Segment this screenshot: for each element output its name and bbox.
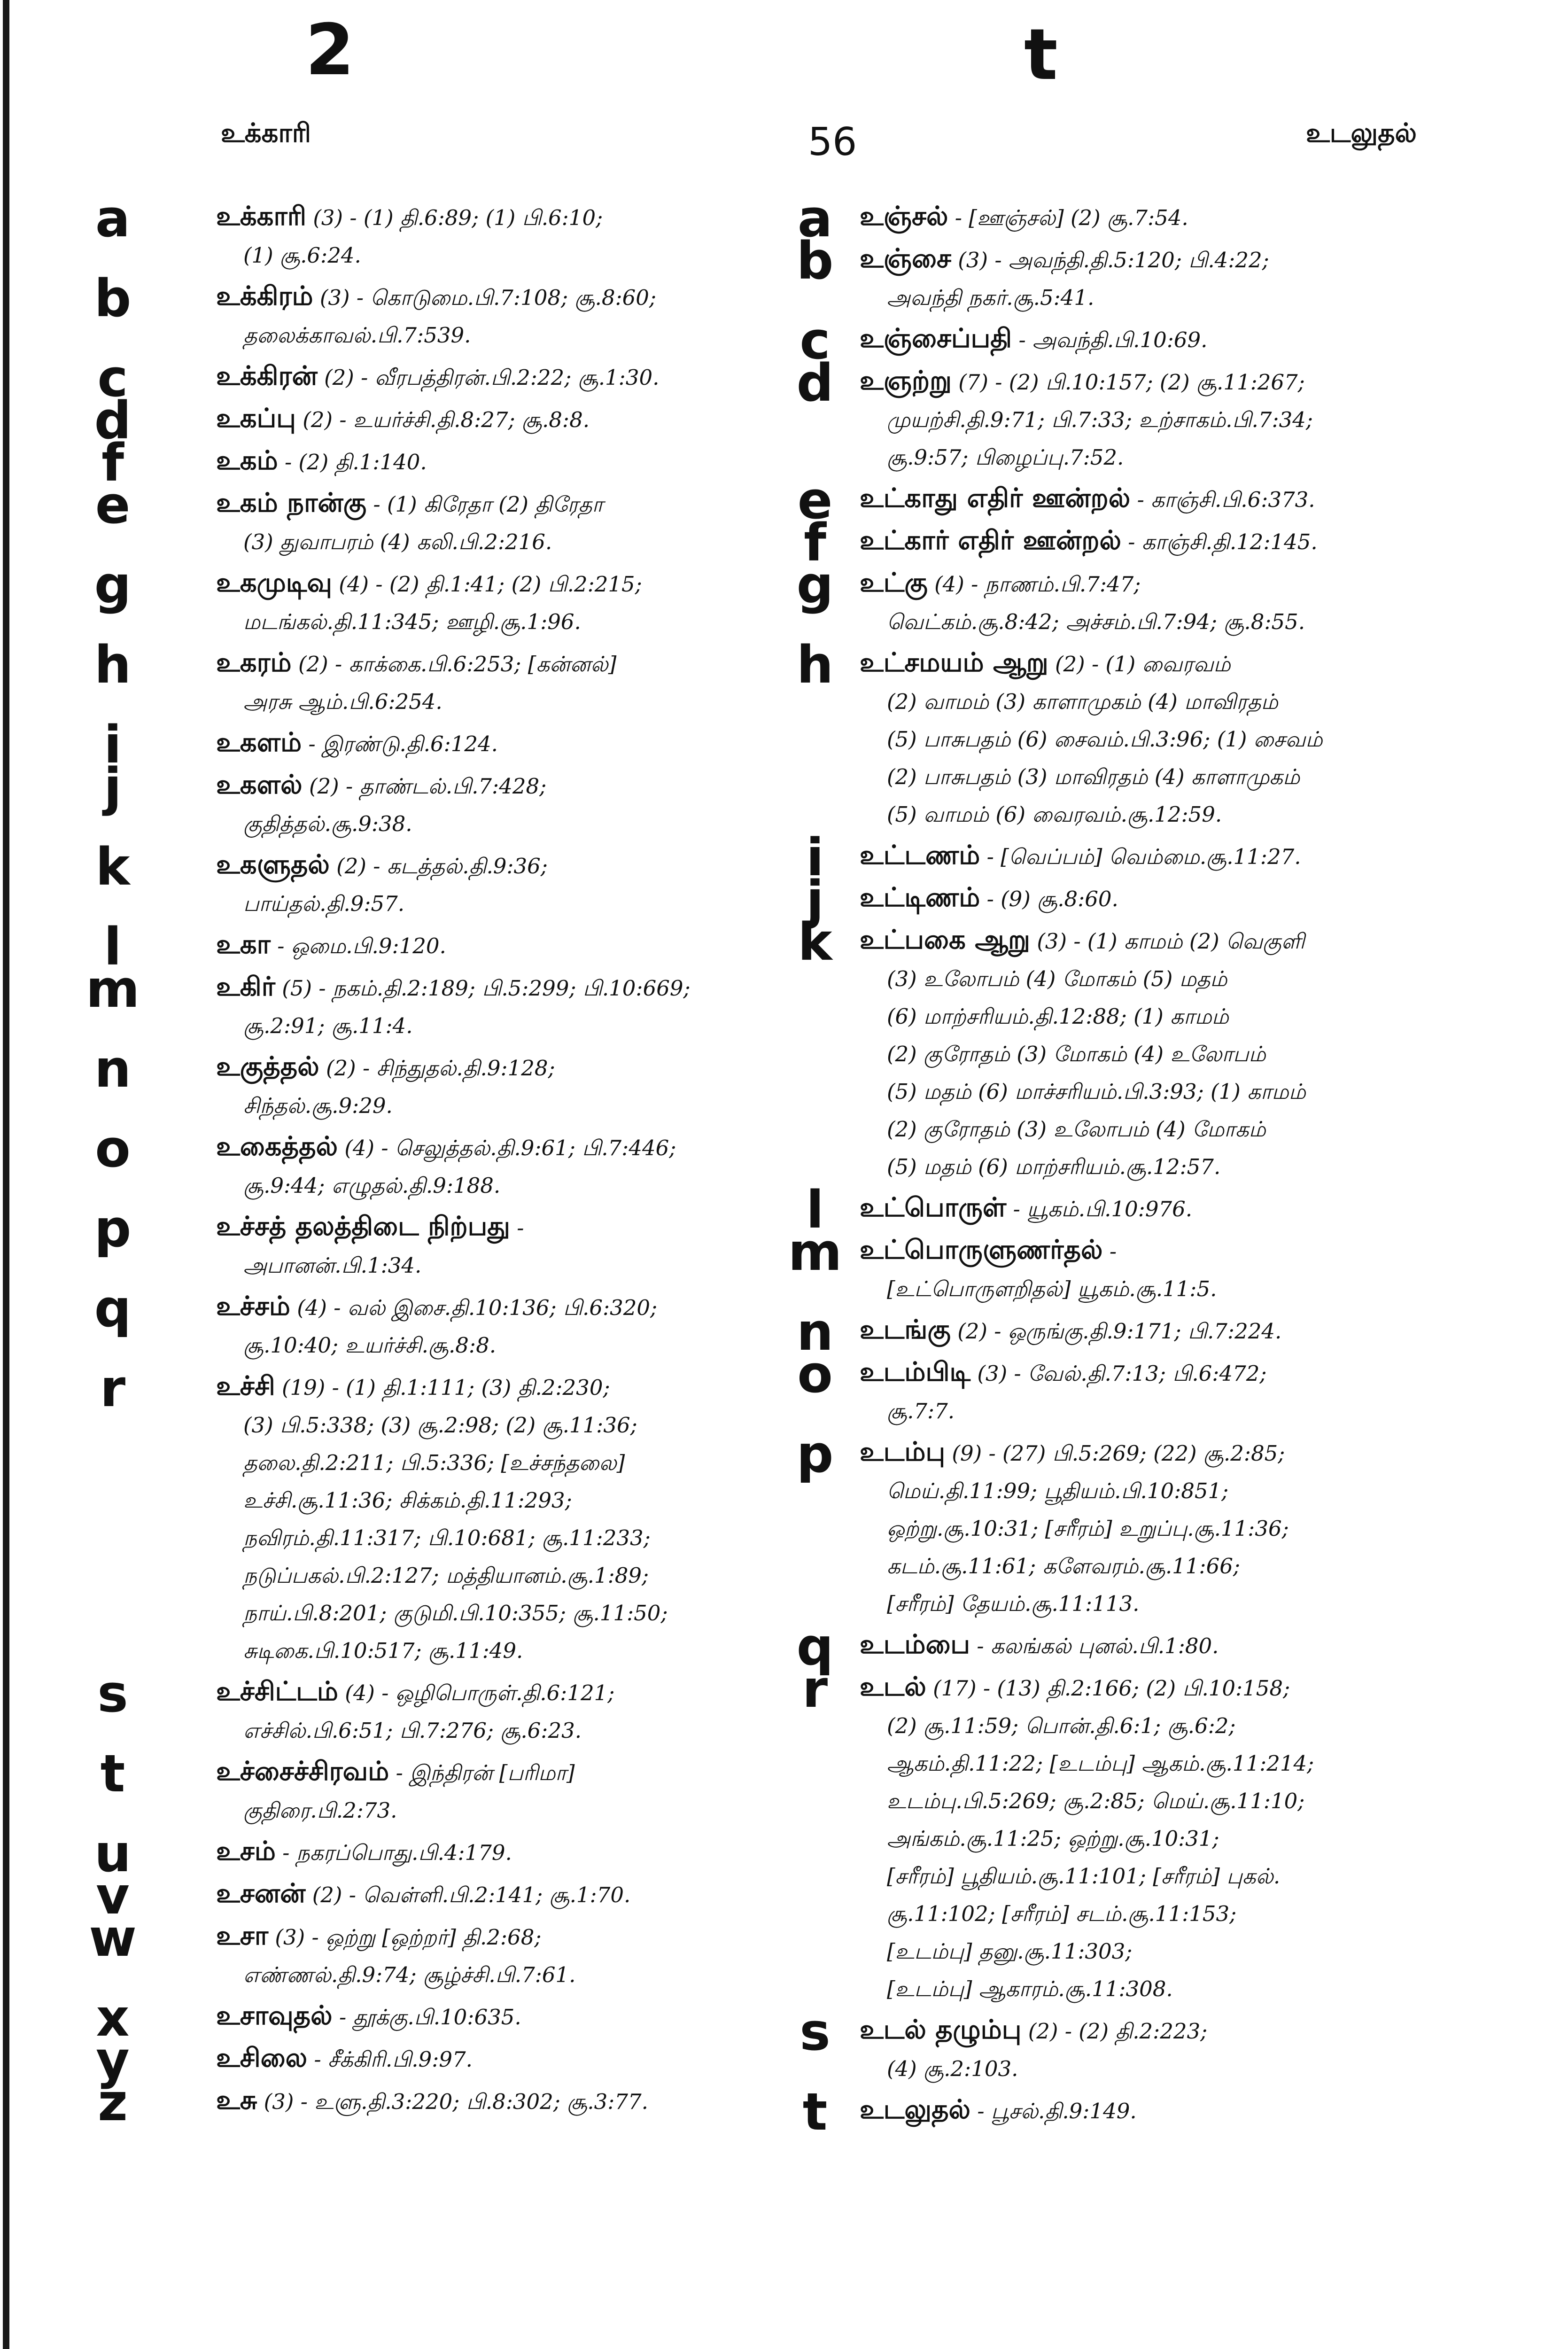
handwritten-letter-mark: r <box>802 1659 828 1719</box>
dictionary-entry <box>104 757 799 843</box>
entry-headword: உகமுடிவு <box>216 567 332 598</box>
entry-definition-line: குதிரை.பி.2:73. <box>243 1798 397 1823</box>
entry-definition-line: தலை.தி.2:211; பி.5:336; [உச்சந்தலை] <box>243 1450 625 1475</box>
dictionary-entry <box>104 917 799 977</box>
entry-headword: உசா <box>216 1920 269 1951</box>
entry-definition-line: - [வெப்பம்] வெம்மை.சூ.11:27. <box>986 844 1301 869</box>
handwritten-letter-mark: u <box>94 1823 132 1883</box>
dictionary-entry <box>797 188 1442 249</box>
entry-definition-line: (3) - (1) காமம் (2) வெகுளி <box>1037 929 1305 954</box>
entry-definition-line: (2) - வெள்ளி.பி.2:141; சூ.1:70. <box>312 1882 631 1907</box>
handwritten-letter-mark: f <box>804 513 826 573</box>
entry-definition-line: தலைக்காவல்.பி.7:539. <box>243 323 471 348</box>
entry-definition-line: அங்கம்.சூ.11:25; ஒற்று.சூ.10:31; <box>887 1826 1219 1851</box>
entry-definition-line: மடங்கல்.தி.11:345; ஊழி.சூ.1:96. <box>243 609 581 634</box>
entry-definition-line: சிந்தல்.சூ.9:29. <box>243 1093 393 1118</box>
dictionary-entry <box>796 231 1442 317</box>
entry-headword: உட்பொருள் <box>860 1192 1007 1223</box>
dictionary-entry <box>796 1302 1442 1362</box>
dictionary-entry <box>97 348 799 408</box>
handwritten-letter-mark: d <box>94 390 132 451</box>
dictionary-entry <box>798 912 1442 1186</box>
entry-definition-line: - கலங்கல் புனல்.பி.1:80. <box>977 1633 1219 1658</box>
page-number: 56 <box>808 120 857 164</box>
entry-definition-line: (2) பாசுபதம் (3) மாவிரதம் (4) காளாமுகம் <box>887 764 1300 789</box>
handwritten-letter-mark: p <box>796 1424 834 1484</box>
handwritten-letter-mark: c <box>97 348 128 408</box>
dictionary-entry <box>94 268 799 354</box>
entry-headword: உகரம் <box>216 647 292 678</box>
entry-definition-line: (4) - நாணம்.பி.7:47; <box>934 572 1141 597</box>
entry-definition-line: (3) - உளு.தி.3:220; பி.8:302; சூ.3:77. <box>264 2089 648 2114</box>
handwritten-letter-mark: n <box>94 1039 132 1099</box>
entry-headword: உடம்பிடி <box>860 1356 971 1387</box>
entry-definition-line: - சீக்கிரி.பி.9:97. <box>314 2047 473 2072</box>
entry-definition-line: (9) - (27) பி.5:269; (22) சூ.2:85; <box>952 1441 1285 1466</box>
dictionary-entry <box>796 1617 1442 1677</box>
entry-definition-line: (2) - (2) தி.2:223; <box>1028 2019 1208 2044</box>
handwritten-letter-mark: a <box>797 188 833 249</box>
entry-headword: உகைத்தல் <box>216 1131 338 1162</box>
entry-definition-line: (2) - தாண்டல்.பி.7:428; <box>309 774 547 799</box>
dictionary-entry <box>104 715 799 775</box>
entry-definition-line: எண்ணல்.தி.9:74; சூழ்ச்சி.பி.7:61. <box>243 1962 576 1987</box>
entry-definition-line: [உடம்பு] தனு.சூ.11:303; <box>887 1939 1133 1964</box>
entry-definition-line: - <box>1109 1239 1117 1264</box>
dictionary-entry <box>89 1908 799 1994</box>
handwritten-letter-mark: q <box>796 1617 834 1677</box>
dictionary-entry <box>802 1659 1442 2008</box>
dictionary-entry <box>100 1358 799 1670</box>
entry-headword: உசிலை <box>216 2042 308 2073</box>
entry-definition-line: (3) உலோபம் (4) மோகம் (5) மதம் <box>887 966 1227 991</box>
handwritten-letter-mark: s <box>97 1664 128 1724</box>
dictionary-entry <box>94 390 799 451</box>
handwritten-letter-mark: f e <box>95 433 131 535</box>
handwritten-letter-mark: g <box>796 555 834 615</box>
entry-definition-line: (2) - கடத்தல்.தி.9:36; <box>336 854 548 879</box>
entry-definition-line: சூ.10:40; உயர்ச்சி.சூ.8:8. <box>243 1333 497 1358</box>
entry-headword: உட்பகை ஆறு <box>860 924 1030 955</box>
entry-definition-line: - இந்திரன் [பரிமா] <box>396 1760 575 1785</box>
entry-definition-line: - நகரப்பொது.பி.4:179. <box>282 1840 512 1865</box>
dictionary-entry <box>100 1743 799 1829</box>
entry-definition-line: உச்சி.சூ.11:36; சிக்கம்.தி.11:293; <box>243 1488 572 1513</box>
handwritten-letter-mark: i <box>806 827 824 887</box>
entry-headword: உகப்பு <box>216 403 296 434</box>
dictionary-entry <box>796 353 1442 476</box>
dictionary-entry <box>95 837 799 923</box>
entry-headword: உஞ்சை <box>860 243 951 274</box>
entry-definition-line: (4) - (2) தி.1:41; (2) பி.2:215; <box>339 572 642 597</box>
handwritten-letter-mark: h <box>796 635 834 695</box>
entry-headword: உக்கிரம் <box>216 280 313 311</box>
entry-definition-line: - ஒமை.பி.9:120. <box>277 933 446 958</box>
header-last-word: உடலுதல் <box>1306 117 1417 148</box>
scan-border-left <box>3 0 9 2349</box>
entry-definition-line: [உடம்பு] ஆகாரம்.சூ.11:308. <box>887 1976 1173 2001</box>
handwritten-letter-mark: k <box>798 912 832 972</box>
dictionary-entry <box>96 2030 799 2090</box>
handwritten-mark-top-right: t <box>1024 14 1058 96</box>
entry-definition-line: (5) - நகம்.தி.2:189; பி.5:299; பி.10:669; <box>282 976 691 1001</box>
handwritten-letter-mark: g <box>94 555 132 615</box>
entry-definition-line: (4) - வல் இசை.தி.10:136; பி.6:320; <box>297 1295 658 1320</box>
entry-definition-line: (4) - ஒழிபொருள்.தி.6:121; <box>345 1680 615 1705</box>
entry-definition-line: (3) - அவந்தி.தி.5:120; பி.4:22; <box>958 248 1269 272</box>
dictionary-entry <box>216 484 799 561</box>
entry-definition-line: அபானன்.பி.1:34. <box>243 1253 422 1278</box>
handwritten-letter-mark: x <box>96 1988 130 2048</box>
dictionary-entry <box>806 870 1442 930</box>
entry-headword: உச்சம் <box>216 1291 290 1322</box>
dictionary-entry <box>94 1039 799 1125</box>
dictionary-entry <box>94 1823 799 1883</box>
entry-definition-line: வெட்கம்.சூ.8:42; அச்சம்.பி.7:94; சூ.8:55. <box>887 609 1305 634</box>
dictionary-entry <box>797 470 1442 530</box>
entry-headword: உசு <box>216 2085 257 2116</box>
handwritten-letter-mark: y <box>96 2030 130 2090</box>
entry-headword: உச்சைச்சிரவம் <box>216 1756 389 1787</box>
entry-definition-line: (7) - (2) பி.10:157; (2) சூ.11:267; <box>958 370 1305 395</box>
dictionary-entry <box>94 1278 799 1364</box>
entry-definition-line: ஆகம்.தி.11:22; [உடம்பு] ஆகம்.சூ.11:214; <box>887 1751 1314 1776</box>
entry-definition-line: நவிரம்.தி.11:317; பி.10:681; சூ.11:233; <box>243 1525 651 1550</box>
dictionary-entry <box>95 1119 799 1205</box>
dictionary-entry <box>800 311 1442 371</box>
entry-definition-line: சூ.9:57; பிழைப்பு.7:52. <box>887 445 1124 470</box>
dictionary-entry <box>802 2082 1442 2142</box>
handwritten-letter-mark: n <box>796 1302 834 1362</box>
entry-definition-line: (2) - காக்கை.பி.6:253; [கன்னல்] <box>298 652 617 677</box>
entry-definition-line: [உட்பொருளறிதல்] யூகம்.சூ.11:5. <box>887 1276 1217 1301</box>
entry-definition-line: அவந்தி நகர்.சூ.5:41. <box>887 285 1094 310</box>
handwritten-letter-mark: i <box>104 715 122 775</box>
entry-headword: உகிர் <box>216 971 275 1002</box>
entry-definition-line: சூ.9:44; எழுதல்.தி.9:188. <box>243 1173 501 1198</box>
entry-definition-line: - அவந்தி.பி.10:69. <box>1018 327 1208 352</box>
entry-definition-line: (19) - (1) தி.1:111; (3) தி.2:230; <box>281 1375 610 1400</box>
entry-definition-line: - தூக்கு.பி.10:635. <box>339 2005 521 2030</box>
dictionary-entry <box>796 555 1442 641</box>
entry-definition-line: (2) - சிந்துதல்.தி.9:128; <box>326 1056 555 1081</box>
entry-headword: உட்சமயம் ஆறு <box>860 647 1048 678</box>
dictionary-entry <box>800 2002 1442 2088</box>
entry-definition-line: [சரீரம்] பூதியம்.சூ.11:101; [சரீரம்] புகல். <box>887 1864 1281 1889</box>
entry-definition-line: - யூகம்.பி.10:976. <box>1013 1197 1193 1221</box>
handwritten-letter-mark: l <box>806 1180 824 1240</box>
dictionary-entry <box>796 635 1442 833</box>
dictionary-entry <box>96 1866 799 1926</box>
entry-definition-line: (5) மதம் (6) மாற்சரியம்.சூ.12:57. <box>887 1154 1221 1179</box>
entry-definition-line: - பூசல்.தி.9:149. <box>977 2099 1137 2123</box>
entry-headword: உஞ்சல் <box>860 201 948 232</box>
entry-headword: உகளுதல் <box>216 849 330 880</box>
entry-definition-line: கடம்.சூ.11:61; களேவரம்.சூ.11:66; <box>887 1554 1241 1579</box>
handwritten-letter-mark: j <box>806 870 824 930</box>
dictionary-entry <box>94 555 799 641</box>
entry-definition-line: சூ.7:7. <box>887 1399 955 1423</box>
entry-headword: உடங்கு <box>860 1314 951 1345</box>
entry-definition-line: (3) - வேல்.தி.7:13; பி.6:472; <box>977 1361 1267 1386</box>
handwritten-letter-mark: m <box>788 1222 842 1282</box>
handwritten-letter-mark: r <box>100 1358 126 1418</box>
handwritten-letter-mark: m <box>85 959 140 1019</box>
entry-definition-line: (2) வாமம் (3) காளாமுகம் (4) மாவிரதம் <box>887 689 1278 714</box>
left-column <box>85 188 799 2132</box>
right-column <box>788 188 1442 2142</box>
entry-definition-line: ஒற்று.சூ.10:31; [சரீரம்] உறுப்பு.சூ.11:36; <box>887 1516 1289 1541</box>
entry-headword: உட்கார் எதிர் ஊன்றல் <box>860 525 1121 556</box>
entry-headword: உஞ்சைப்பதி <box>860 323 1012 354</box>
entry-definition-line: - (9) சூ.8:60. <box>986 887 1118 911</box>
entry-headword: உச்சி <box>216 1370 275 1401</box>
entry-headword: உட்பொருளுணர்தல் <box>860 1234 1103 1265</box>
dictionary-entry <box>97 2072 799 2132</box>
entry-definition-line: (5) பாசுபதம் (6) சைவம்.பி.3:96; (1) சைவம் <box>887 727 1323 752</box>
entry-definition-line: (4) சூ.2:103. <box>887 2056 1018 2081</box>
handwritten-letter-mark: t <box>100 1743 125 1804</box>
entry-headword: உடம்பு <box>860 1436 946 1467</box>
dictionary-entry <box>95 188 799 274</box>
entry-headword: உட்டிணம் <box>860 882 980 913</box>
entry-headword: உகளம் <box>216 727 302 758</box>
entry-headword: உசனன் <box>216 1878 306 1909</box>
handwritten-letter-mark: c <box>800 311 831 371</box>
entry-headword: உகம் <box>216 445 278 476</box>
entry-definition-line: (3) பி.5:338; (3) சூ.2:98; (2) சூ.11:36; <box>243 1413 637 1438</box>
entry-definition-line: - (2) தி.1:140. <box>285 450 427 474</box>
handwritten-letter-mark: t <box>802 2082 828 2142</box>
handwritten-letter-mark: o <box>797 1344 833 1404</box>
entry-definition-line: முயற்சி.தி.9:71; பி.7:33; உற்சாகம்.பி.7:34; <box>887 407 1313 432</box>
entry-definition-line: (2) - (1) வைரவம் <box>1055 652 1231 677</box>
entry-headword: உஞற்று <box>860 365 952 396</box>
entry-headword: உசம் <box>216 1836 276 1867</box>
entry-definition-line: (17) - (13) தி.2:166; (2) பி.10:158; <box>933 1676 1290 1701</box>
entry-definition-line: எச்சில்.பி.6:51; பி.7:276; சூ.6:23. <box>243 1718 582 1743</box>
handwritten-letter-mark: k <box>95 837 130 897</box>
entry-headword: உகம் நான்கு <box>216 487 367 518</box>
entry-headword: உச்சிட்டம் <box>216 1676 338 1707</box>
entry-definition-line: நடுப்பகல்.பி.2:127; மத்தியானம்.சூ.1:89; <box>243 1563 649 1588</box>
dictionary-entry <box>97 1664 799 1750</box>
entry-definition-line: பாய்தல்.தி.9:57. <box>243 891 405 916</box>
entry-headword: உகா <box>216 929 271 960</box>
handwritten-letter-mark: z <box>97 2072 128 2132</box>
entry-definition-line: - காஞ்சி.பி.6:373. <box>1137 487 1315 512</box>
entry-definition-line: சுடிகை.பி.10:517; சூ.11:49. <box>243 1638 523 1663</box>
entry-headword: உகளல் <box>216 769 303 800</box>
handwritten-mark-top-left: 2 <box>305 9 355 91</box>
dictionary-entry <box>94 1198 799 1284</box>
dictionary-entry <box>806 1180 1442 1240</box>
entry-definition-line: (3) - கொடுமை.பி.7:108; சூ.8:60; <box>319 285 657 310</box>
entry-definition-line: (3) துவாபரம் (4) கலி.பி.2:216. <box>243 529 552 554</box>
entry-definition-line: குதித்தல்.சூ.9:38. <box>243 811 412 836</box>
entry-definition-line: (2) - ஒருங்கு.தி.9:171; பி.7:224. <box>957 1319 1282 1344</box>
entry-definition-line: (3) - (1) தி.6:89; (1) பி.6:10; <box>313 205 603 230</box>
dictionary-entry <box>94 635 799 721</box>
handwritten-letter-mark: w <box>89 1908 137 1968</box>
handwritten-letter-mark: h <box>94 635 132 695</box>
entry-definition-line: சூ.2:91; சூ.11:4. <box>243 1013 413 1038</box>
entry-headword: உச்சத் தலத்திடை நிற்பது <box>216 1211 510 1242</box>
dictionary-entry <box>796 1424 1442 1623</box>
entry-headword: உக்காரி <box>216 201 307 232</box>
handwritten-letter-mark: a <box>95 188 131 249</box>
entry-definition-line: உடம்பு.பி.5:269; சூ.2:85; மெய்.சூ.11:10; <box>887 1789 1305 1813</box>
handwritten-letter-mark: p <box>94 1198 132 1259</box>
entry-definition-line: (2) குரோதம் (3) மோகம் (4) உலோபம் <box>887 1042 1266 1066</box>
entry-definition-line: (2) குரோதம் (3) உலோபம் (4) மோகம் <box>887 1117 1266 1142</box>
entry-definition-line: அரசு ஆம்.பி.6:254. <box>243 689 442 714</box>
entry-definition-line: சூ.11:102; [சரீரம்] சடம்.சூ.11:153; <box>887 1901 1237 1926</box>
dictionary-entry <box>806 827 1442 887</box>
handwritten-letter-mark: b <box>796 231 834 291</box>
entry-definition-line: (1) சூ.6:24. <box>243 243 361 268</box>
handwritten-letter-mark: v <box>96 1866 130 1926</box>
handwritten-letter-mark: o <box>95 1119 131 1179</box>
entry-headword: உட்டணம் <box>860 840 980 871</box>
dictionary-entry <box>788 1222 1442 1308</box>
entry-headword: உகுத்தல் <box>216 1051 319 1082</box>
entry-headword: உடம்பை <box>860 1629 970 1660</box>
entry-definition-line: (5) மதம் (6) மாச்சரியம்.பி.3:93; (1) காமம் <box>887 1079 1306 1104</box>
dictionary-entry <box>96 1988 799 2048</box>
handwritten-letter-mark: e <box>797 470 833 530</box>
entry-definition-line: - [ஊஞ்சல்] (2) சூ.7:54. <box>955 205 1188 230</box>
entry-definition-line: - காஞ்சி.தி.12:145. <box>1128 529 1318 554</box>
entry-definition-line: - (1) கிரேதா (2) திரேதா <box>373 492 604 517</box>
entry-definition-line: - <box>517 1215 524 1240</box>
entry-definition-line: (2) - வீரபத்திரன்.பி.2:22; சூ.1:30. <box>324 365 660 390</box>
entry-definition-line: (2) - உயர்ச்சி.தி.8:27; சூ.8:8. <box>303 407 590 432</box>
entry-definition-line: (3) - ஒற்று [ஒற்றர்] தி.2:68; <box>275 1925 542 1950</box>
dictionary-entry <box>804 513 1442 573</box>
handwritten-letter-mark: j <box>104 757 122 817</box>
dictionary-entry <box>85 959 799 1045</box>
entry-headword: உட்காது எதிர் ஊன்றல் <box>860 482 1131 513</box>
entry-headword: உடலுதல் <box>860 2094 971 2125</box>
entry-headword: உசாவுதல் <box>216 2000 333 2031</box>
entry-definition-line: நாய்.பி.8:201; குடுமி.பி.10:355; சூ.11:50; <box>243 1601 668 1626</box>
entry-definition-line: (2) சூ.11:59; பொன்.தி.6:1; சூ.6:2; <box>887 1713 1236 1738</box>
entry-definition-line: (5) வாமம் (6) வைரவம்.சூ.12:59. <box>887 802 1222 827</box>
entry-definition-line: (6) மாற்சரியம்.தி.12:88; (1) காமம் <box>887 1004 1229 1029</box>
entry-definition-line: (4) - செலுத்தல்.தி.9:61; பி.7:446; <box>344 1136 676 1160</box>
handwritten-letter-mark: b <box>94 268 132 328</box>
header-first-word: உக்காரி <box>221 117 311 148</box>
handwritten-letter-mark: l <box>104 917 122 977</box>
entry-headword: உக்கிரன் <box>216 360 318 391</box>
entry-definition-line: - இரண்டு.தி.6:124. <box>308 731 498 756</box>
handwritten-letter-mark: q <box>94 1278 132 1338</box>
entry-definition-line: [சரீரம்] தேயம்.சூ.11:113. <box>887 1591 1140 1616</box>
entry-headword: உடல் <box>860 1671 926 1702</box>
handwritten-letter-mark: s <box>800 2002 831 2062</box>
entry-headword: உட்கு <box>860 567 928 598</box>
handwritten-letter-mark: d <box>796 353 834 413</box>
entry-headword: உடல் தழும்பு <box>860 2014 1022 2045</box>
dictionary-entry <box>797 1344 1442 1430</box>
entry-definition-line: மெய்.தி.11:99; பூதியம்.பி.10:851; <box>887 1478 1229 1503</box>
